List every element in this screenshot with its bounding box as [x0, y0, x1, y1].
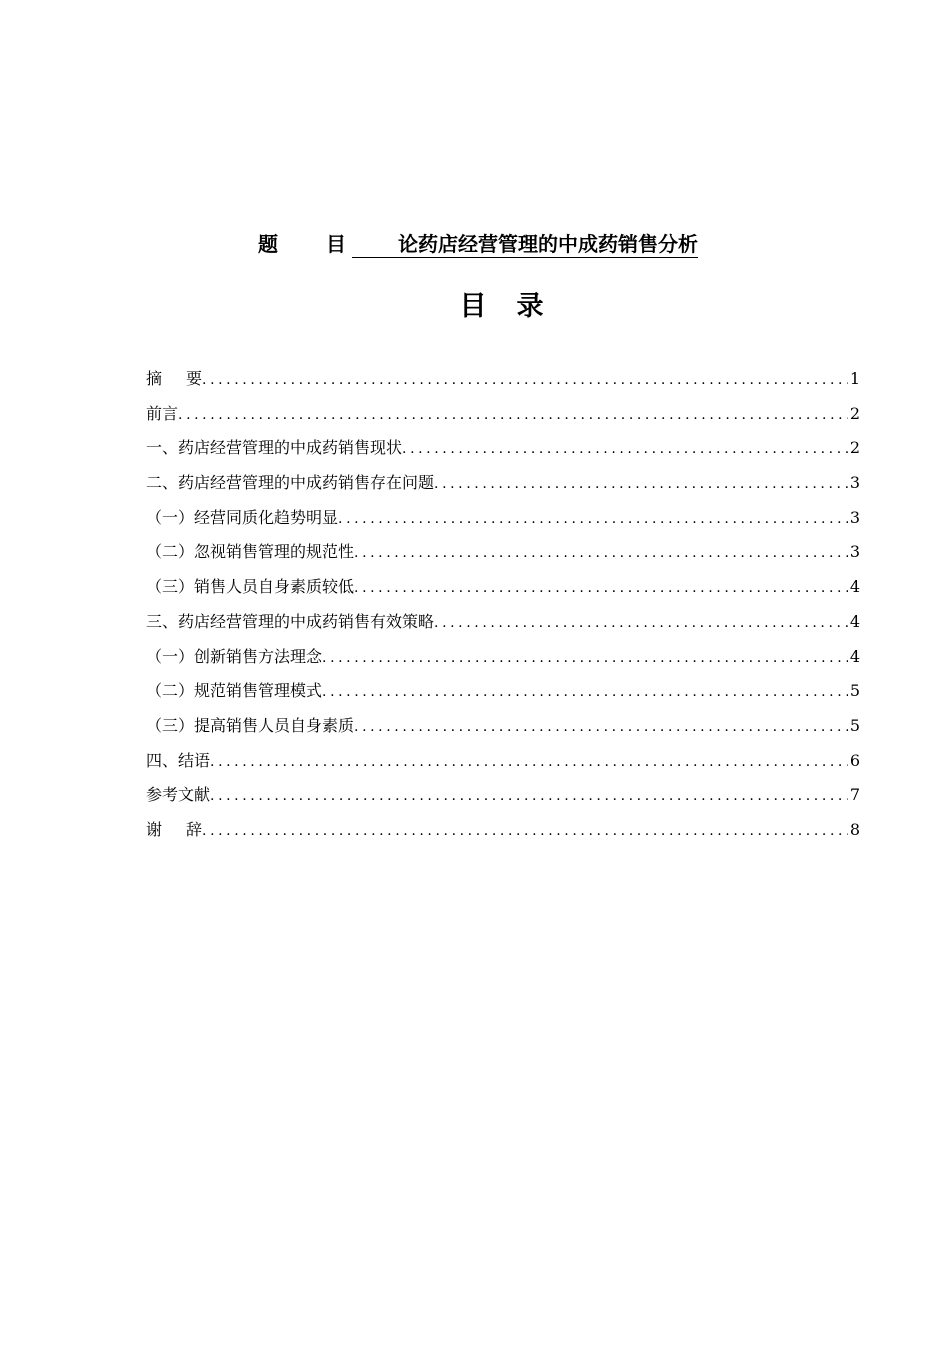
toc-leader-dots: [322, 679, 848, 705]
subject-title: 论药店经营管理的中成药销售分析: [352, 232, 698, 258]
toc-leader-dots: [210, 783, 848, 809]
toc-leader-dots: [178, 402, 848, 428]
toc-entry-preface[interactable]: [146, 401, 860, 436]
toc-leader-dots: [354, 540, 848, 566]
toc-page-number: 3: [849, 507, 860, 527]
toc-page-number: 1: [849, 369, 860, 388]
toc-entry-section-3-3[interactable]: [146, 713, 860, 748]
toc-page-number: 4: [849, 577, 860, 597]
toc-entry-text: 前言: [146, 403, 179, 423]
toc-page-number: 3: [849, 542, 860, 562]
toc-entry-text: （三）销售人员自身素质较低: [146, 577, 355, 597]
toc-page-number: 4: [849, 646, 860, 666]
toc-page-number: 3: [849, 473, 860, 493]
toc-entry-text: （一）创新销售方法理念: [146, 646, 323, 666]
subject-line: [258, 228, 698, 258]
toc-entry-text: 摘 要: [146, 369, 203, 388]
toc-leader-dots: [434, 610, 848, 636]
toc-entry-section-2-1[interactable]: [146, 505, 860, 540]
toc-entry-section-2[interactable]: [146, 470, 860, 505]
toc-heading: 目 录: [459, 291, 544, 322]
toc-entry-section-3[interactable]: [146, 609, 860, 644]
toc-entry-acknowledgements[interactable]: [146, 817, 860, 852]
toc-entry-section-1[interactable]: [146, 435, 860, 470]
toc-page-number: 2: [849, 438, 860, 458]
toc-entry-text: （三）提高销售人员自身素质: [146, 715, 355, 735]
toc-page-number: 5: [849, 715, 860, 735]
toc-leader-dots: [210, 749, 848, 775]
toc-page-number: 6: [849, 750, 860, 770]
toc-entry-text: 三、药店经营管理的中成药销售有效策略: [146, 611, 435, 631]
toc-leader-dots: [202, 367, 848, 393]
toc-entry-text: 谢 辞: [146, 819, 203, 839]
toc-leader-dots: [354, 575, 848, 601]
table-of-contents: [146, 366, 860, 852]
toc-entry-text: （二）规范销售管理模式: [146, 681, 323, 701]
subject-label: 题 目: [258, 232, 346, 256]
toc-entry-text: 一、药店经营管理的中成药销售现状: [146, 438, 403, 458]
toc-entry-text: （一）经营同质化趋势明显: [146, 507, 339, 527]
toc-page-number: 4: [849, 611, 860, 631]
toc-entry-text: 二、药店经营管理的中成药销售存在问题: [146, 473, 435, 493]
toc-entry-abstract[interactable]: [146, 366, 860, 401]
toc-leader-dots: [202, 818, 848, 844]
toc-page-number: 8: [849, 819, 860, 839]
toc-leader-dots: [402, 436, 848, 462]
toc-entry-section-3-1[interactable]: [146, 644, 860, 679]
toc-entry-text: （二）忽视销售管理的规范性: [146, 542, 355, 562]
toc-page-number: 7: [849, 785, 860, 805]
toc-leader-dots: [338, 506, 848, 532]
toc-entry-section-3-2[interactable]: [146, 678, 860, 713]
toc-page-number: 5: [849, 681, 860, 701]
toc-entry-references[interactable]: [146, 782, 860, 817]
toc-leader-dots: [322, 645, 848, 671]
toc-page-number: 2: [849, 403, 860, 423]
toc-entry-section-2-3[interactable]: [146, 574, 860, 609]
toc-leader-dots: [354, 714, 848, 740]
toc-entry-section-2-2[interactable]: [146, 539, 860, 574]
toc-entry-section-4[interactable]: [146, 748, 860, 783]
toc-leader-dots: [434, 471, 848, 497]
toc-entry-text: 参考文献: [146, 785, 211, 805]
toc-entry-text: 四、结语: [146, 750, 211, 770]
